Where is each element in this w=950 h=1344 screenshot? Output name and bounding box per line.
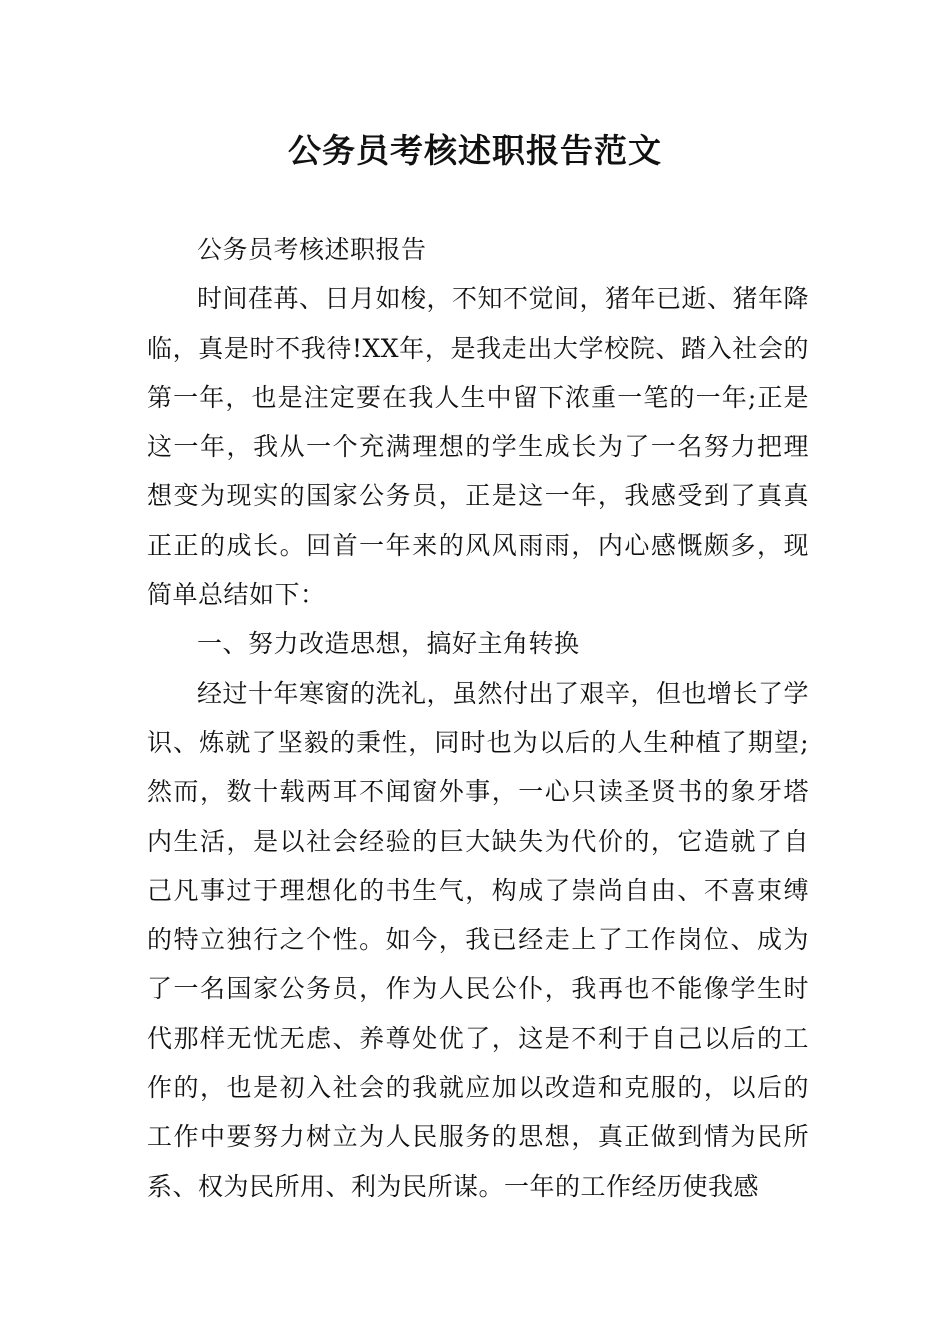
section-heading-1: 一、努力改造思想，搞好主角转换 bbox=[197, 629, 580, 659]
paragraph-intro: 时间荏苒、日月如梭，不知不觉间，猪年已逝、猪年降临，真是时不我待!XX年，是我走出大学校院、踏入社会的第一年，也是注定要在我人生中留下浓重一笔的一年;正是这一年，我从一个充满理想的学生成长为了一名努力把理想变为现实的国家公务员，正是这一年，我感受到了真真正正的成长。回首一年来的风风雨雨，内心感慨颇多，现简单总结如下： bbox=[147, 284, 810, 610]
paragraph-section-1: 经过十年寒窗的洗礼，虽然付出了艰辛，但也增长了学识、炼就了坚毅的秉性，同时也为以后的人生种植了期望;然而，数十载两耳不闻窗外事，一心只读圣贤书的象牙塔内生活，是以社会经验的巨大缺失为代价的，它造就了自己凡事过于理想化的书生气，构成了崇尚自由、不喜束缚的特立独行之个性。如今，我已经走上了工作岗位、成为了一名国家公务员，作为人民公仆，我再也不能像学生时代那样无忧无虑、养尊处优了，这是不利于自己以后的工作的，也是初入社会的我就应加以改造和克服的，以后的工作中要努力树立为人民服务的思想，真正做到情为民所系、权为民所用、利为民所谋。一年的工作经历使我感 bbox=[147, 678, 810, 1201]
document-title: 公务员考核述职报告范文 bbox=[288, 131, 662, 170]
paragraph-subtitle: 公务员考核述职报告 bbox=[197, 235, 427, 264]
document-body bbox=[147, 225, 809, 1211]
